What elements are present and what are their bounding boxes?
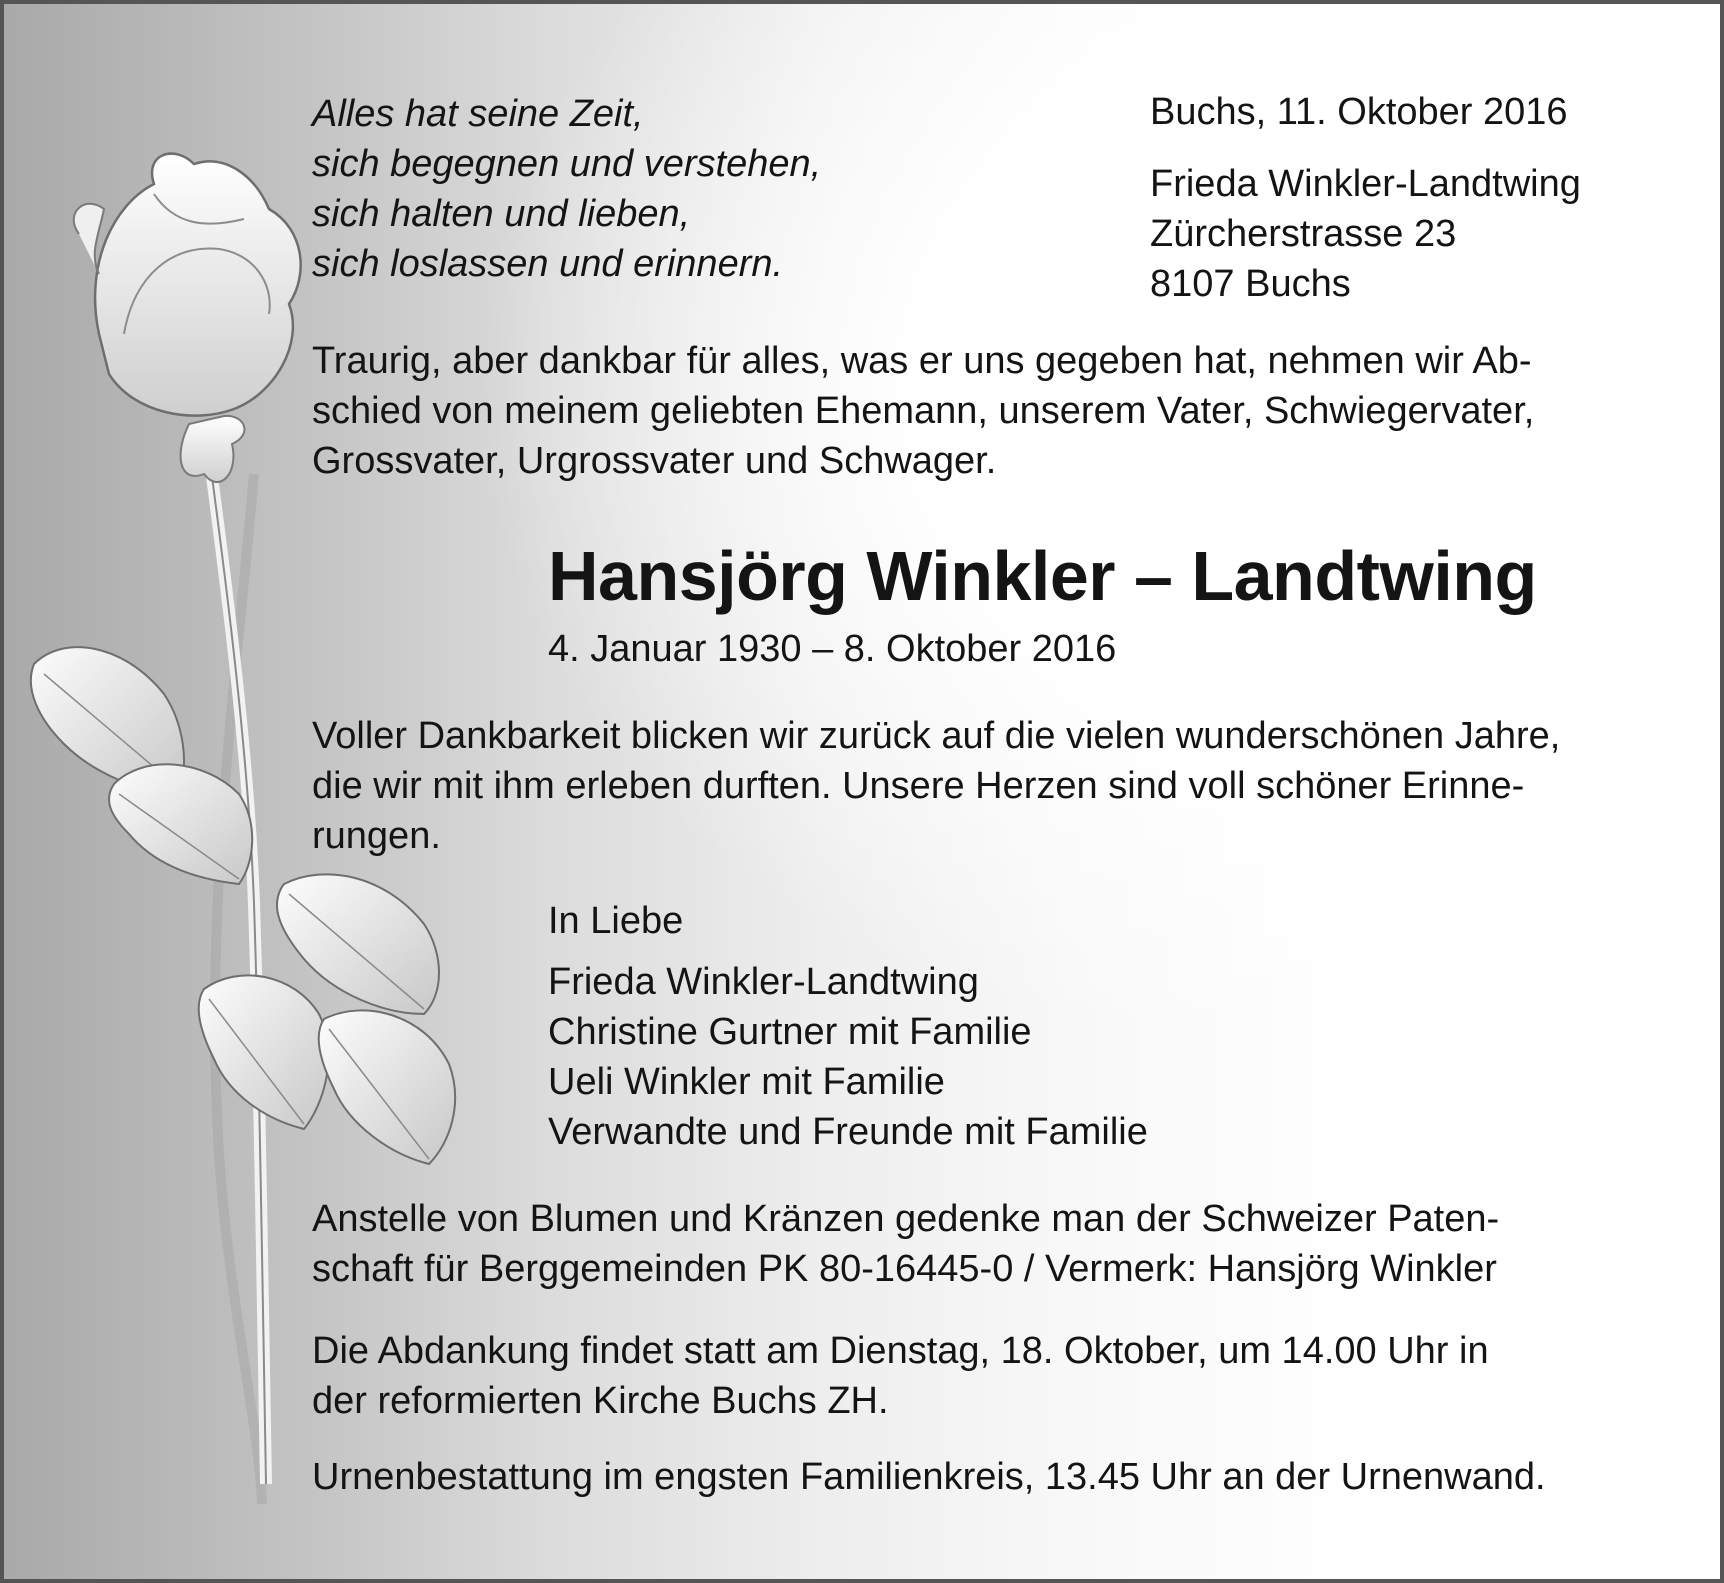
- donation-paragraph: [312, 1194, 1499, 1294]
- signature-heading: In Liebe: [548, 900, 684, 942]
- address-line: Zürcherstrasse 23: [1150, 213, 1457, 255]
- motto-line: sich loslassen und erinnern.: [312, 243, 784, 285]
- mourner-name: Verwandte und Freunde mit Familie: [548, 1111, 1148, 1153]
- paragraph-line: der reformierten Kirche Buchs ZH.: [312, 1380, 889, 1422]
- motto-verse: [312, 89, 821, 289]
- motto-line: sich halten und lieben,: [312, 193, 691, 235]
- paragraph-line: Traurig, aber dankbar für alles, was er uns gegeben hat, nehmen wir Ab-: [312, 340, 1532, 382]
- sender-address: [1150, 159, 1581, 309]
- mourner-name: Christine Gurtner mit Familie: [548, 1011, 1032, 1053]
- service-paragraph: [312, 1326, 1489, 1426]
- burial-paragraph: Urnenbestattung im engsten Familienkreis, 13.45 Uhr an der Urnenwand.: [312, 1456, 1546, 1498]
- paragraph-line: Voller Dankbarkeit blicken wir zurück auf die vielen wunderschönen Jahre,: [312, 715, 1561, 757]
- paragraph-line: Die Abdankung findet statt am Dienstag, 18. Oktober, um 14.00 Uhr in: [312, 1330, 1489, 1372]
- gratitude-paragraph: [312, 711, 1560, 861]
- life-dates: 4. Januar 1930 – 8. Oktober 2016: [548, 628, 1117, 670]
- mourner-name: Frieda Winkler-Landtwing: [548, 961, 979, 1003]
- mourners-list: [548, 957, 1148, 1157]
- address-line: 8107 Buchs: [1150, 263, 1351, 305]
- intro-paragraph: [312, 336, 1534, 486]
- place-date: Buchs, 11. Oktober 2016: [1150, 91, 1568, 133]
- paragraph-line: schied von meinem geliebten Ehemann, unserem Vater, Schwiegervater,: [312, 390, 1535, 432]
- paragraph-line: die wir mit ihm erleben durften. Unsere Herzen sind voll schöner Erinne-: [312, 765, 1525, 807]
- paragraph-line: Grossvater, Urgrossvater und Schwager.: [312, 440, 997, 482]
- address-line: Frieda Winkler-Landtwing: [1150, 163, 1581, 205]
- deceased-name: Hansjörg Winkler – Landtwing: [548, 537, 1537, 615]
- paragraph-line: schaft für Berggemeinden PK 80-16445-0 / Vermerk: Hansjörg Winkler: [312, 1248, 1497, 1290]
- paragraph-line: Anstelle von Blumen und Kränzen gedenke man der Schweizer Paten-: [312, 1198, 1500, 1240]
- motto-line: sich begegnen und verstehen,: [312, 143, 822, 185]
- paragraph-line: rungen.: [312, 815, 441, 857]
- motto-line: Alles hat seine Zeit,: [312, 93, 644, 135]
- mourner-name: Ueli Winkler mit Familie: [548, 1061, 945, 1103]
